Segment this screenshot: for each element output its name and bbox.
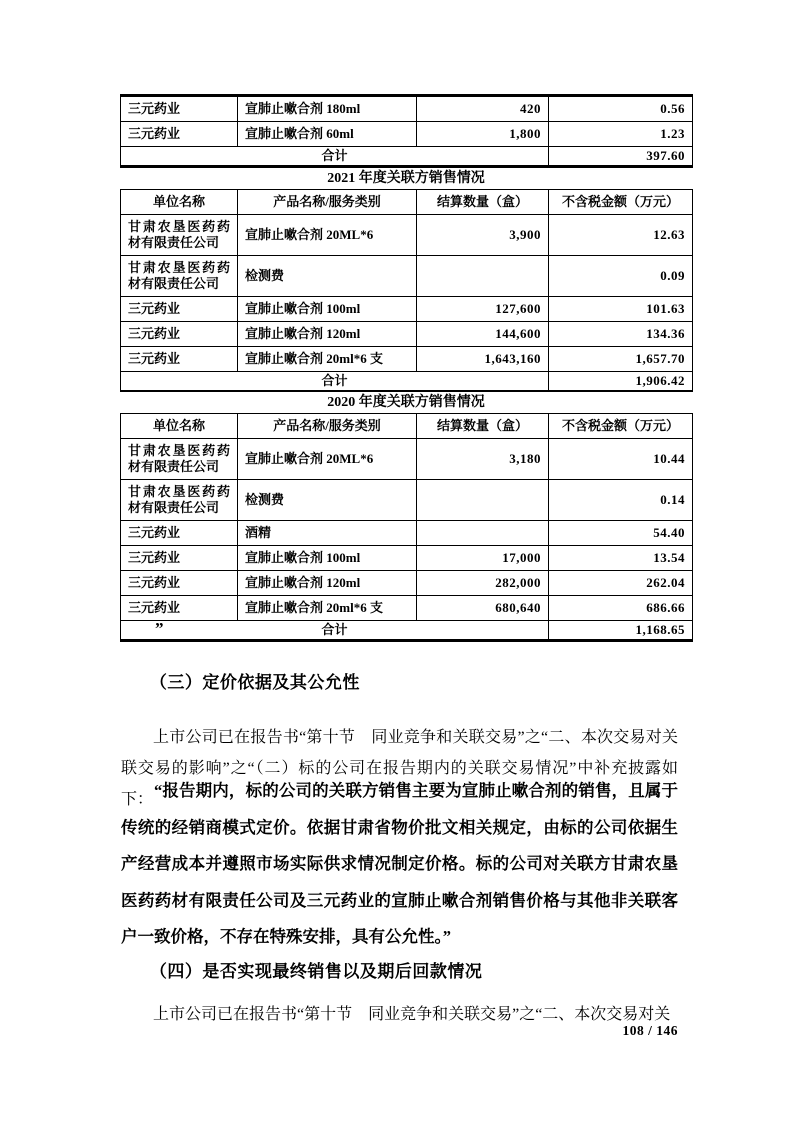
section-heading-final-sales: （四）是否实现最终销售以及期后回款情况 <box>149 962 483 981</box>
section-heading-pricing-basis: （三）定价依据及其公允性 <box>149 673 360 692</box>
column-header: 单位名称 <box>121 190 238 215</box>
column-header: 单位名称 <box>121 414 238 439</box>
amount-cell: 10.44 <box>549 439 693 480</box>
table-caption-2020: 2020 年度关联方销售情况 <box>327 395 485 410</box>
unit-cell: 甘肃农垦医药药材有限责任公司 <box>121 480 238 521</box>
table-row <box>121 96 693 122</box>
amount-cell: 0.14 <box>549 480 693 521</box>
quantity-cell: 680,640 <box>417 596 549 621</box>
amount-cell: 101.63 <box>549 297 693 322</box>
column-header: 结算数量（盒） <box>417 190 549 215</box>
page-number: 108 / 146 <box>622 1023 678 1038</box>
unit-cell: 甘肃农垦医药药材有限责任公司 <box>121 215 238 256</box>
table-row <box>121 347 693 372</box>
product-cell: 检测费 <box>238 480 417 521</box>
product-cell: 宣肺止嗽合剂 100ml <box>238 546 417 571</box>
amount-cell: 1,657.70 <box>549 347 693 372</box>
table-row <box>121 439 693 480</box>
related-party-sales-tables <box>120 94 692 642</box>
product-cell: 宣肺止嗽合剂 100ml <box>238 297 417 322</box>
quantity-cell: 282,000 <box>417 571 549 596</box>
total-value-cell: 1,168.65 <box>549 621 693 641</box>
table-row <box>121 521 693 546</box>
total-label-cell: 合计 <box>121 147 549 167</box>
closing-quote-mark: ” <box>155 619 164 638</box>
table-row <box>121 322 693 347</box>
unit-cell: 三元药业 <box>121 96 238 122</box>
table-row <box>121 596 693 621</box>
product-cell: 宣肺止嗽合剂 20ML*6 <box>238 439 417 480</box>
table-row <box>121 480 693 521</box>
column-header: 产品名称/服务类别 <box>238 190 417 215</box>
quantity-cell: 3,180 <box>417 439 549 480</box>
column-header: 不含税金额（万元） <box>549 190 693 215</box>
quantity-cell: 1,643,160 <box>417 347 549 372</box>
unit-cell: 三元药业 <box>121 521 238 546</box>
column-header: 不含税金额（万元） <box>549 414 693 439</box>
paragraph-disclosure-reference-2: 上市公司已在报告书“第十节 同业竞争和关联交易”之“二、本次交易对关 <box>153 1006 671 1023</box>
table-row <box>121 215 693 256</box>
unit-cell: 三元药业 <box>121 322 238 347</box>
column-header: 结算数量（盒） <box>417 414 549 439</box>
total-value-cell: 1,906.42 <box>549 372 693 392</box>
unit-cell: 三元药业 <box>121 546 238 571</box>
header-row <box>121 414 693 439</box>
unit-cell: 三元药业 <box>121 571 238 596</box>
amount-cell: 0.09 <box>549 256 693 297</box>
quantity-cell: 127,600 <box>417 297 549 322</box>
table-row <box>121 297 693 322</box>
amount-cell: 12.63 <box>549 215 693 256</box>
unit-cell: 三元药业 <box>121 596 238 621</box>
amount-cell: 134.36 <box>549 322 693 347</box>
quantity-cell <box>417 521 549 546</box>
unit-cell: 三元药业 <box>121 347 238 372</box>
column-header: 产品名称/服务类别 <box>238 414 417 439</box>
quantity-cell <box>417 480 549 521</box>
related-party-sales-table-2020 <box>120 413 693 642</box>
unit-cell: 甘肃农垦医药药材有限责任公司 <box>121 439 238 480</box>
product-cell: 宣肺止嗽合剂 20ml*6 支 <box>238 596 417 621</box>
quantity-cell: 1,800 <box>417 122 549 147</box>
quantity-cell: 17,000 <box>417 546 549 571</box>
table-row <box>121 256 693 297</box>
related-party-sales-table-continuation <box>120 94 693 168</box>
product-cell: 宣肺止嗽合剂 60ml <box>238 122 417 147</box>
product-cell: 宣肺止嗽合剂 20ML*6 <box>238 215 417 256</box>
total-label-cell: 合计 <box>121 621 549 641</box>
product-cell: 检测费 <box>238 256 417 297</box>
product-cell: 宣肺止嗽合剂 120ml <box>238 571 417 596</box>
amount-cell: 262.04 <box>549 571 693 596</box>
amount-cell: 13.54 <box>549 546 693 571</box>
product-cell: 宣肺止嗽合剂 180ml <box>238 96 417 122</box>
paragraph-disclosure-reference: 上市公司已在报告书“第十节 同业竞争和关联交易”之“二、本次交易对关联交易的影响”之“（二）标的公司在报告期内的关联交易情况”中补充披露如下： <box>121 729 678 808</box>
amount-cell: 0.56 <box>549 96 693 122</box>
total-row <box>121 372 693 392</box>
total-row <box>121 147 693 167</box>
quantity-cell: 144,600 <box>417 322 549 347</box>
quantity-cell: 420 <box>417 96 549 122</box>
unit-cell: 三元药业 <box>121 297 238 322</box>
amount-cell: 1.23 <box>549 122 693 147</box>
unit-cell: 三元药业 <box>121 122 238 147</box>
table-row <box>121 571 693 596</box>
unit-cell: 甘肃农垦医药药材有限责任公司 <box>121 256 238 297</box>
quoted-disclosure-paragraph: “报告期内，标的公司的关联方销售主要为宣肺止嗽合剂的销售，且属于传统的经销商模式定价。依据甘肃省物价批文相关规定，由标的公司依据生产经营成本并遵照市场实际供求情况制定价格。标的公司对关联方甘肃农垦医药药材有限责任公司及三元药业的宣肺止嗽合剂销售价格与其他非关联客户一致价格，不存在特殊安排，具有公允性。” <box>121 781 678 946</box>
table-caption-2021: 2021 年度关联方销售情况 <box>327 171 485 186</box>
quantity-cell <box>417 256 549 297</box>
quantity-cell: 3,900 <box>417 215 549 256</box>
product-cell: 宣肺止嗽合剂 20ml*6 支 <box>238 347 417 372</box>
product-cell: 宣肺止嗽合剂 120ml <box>238 322 417 347</box>
table-row <box>121 546 693 571</box>
total-label-cell: 合计 <box>121 372 549 392</box>
table-row <box>121 122 693 147</box>
related-party-sales-table-2021 <box>120 189 693 392</box>
product-cell: 酒精 <box>238 521 417 546</box>
total-value-cell: 397.60 <box>549 147 693 167</box>
amount-cell: 686.66 <box>549 596 693 621</box>
amount-cell: 54.40 <box>549 521 693 546</box>
header-row <box>121 190 693 215</box>
